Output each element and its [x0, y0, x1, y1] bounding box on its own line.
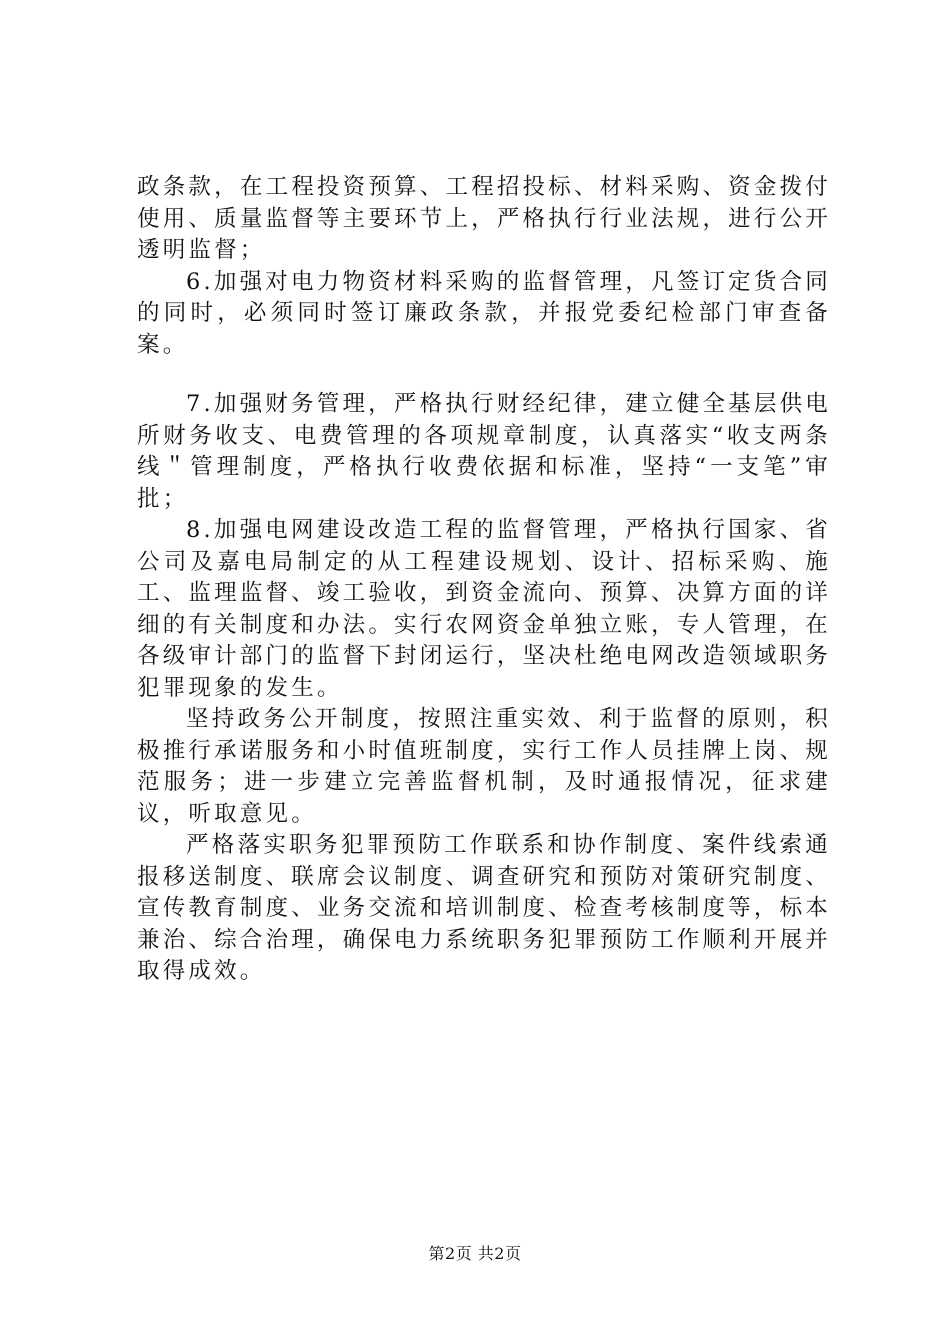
- document-body: [137, 172, 831, 988]
- paragraph-item-7: 7.加强财务管理，严格执行财经纪律，建立健全基层供电所财务收支、电费管理的各项规章制度，认真落实“收支两条线＂管理制度，严格执行收费依据和标准，坚持“一支笔”审批；: [137, 391, 831, 512]
- paragraph-item-8: 8.加强电网建设改造工程的监督管理，严格执行国家、省公司及嘉电局制定的从工程建设规划、设计、招标采购、施工、监理监督、竣工验收，到资金流向、预算、决算方面的详细的有关制度和办法。实行农网资金单独立账，专人管理，在各级审计部门的监督下封闭运行，坚决杜绝电网改造领域职务犯罪现象的发生。: [137, 517, 831, 701]
- paragraph-continuation: 政条款，在工程投资预算、工程招投标、材料采购、资金拨付使用、质量监督等主要环节上，严格执行行业法规，进行公开透明监督；: [137, 174, 831, 263]
- paragraph-crime-prevention: 严格落实职务犯罪预防工作联系和协作制度、案件线索通报移送制度、联席会议制度、调查研究和预防对策研究制度、宣传教育制度、业务交流和培训制度、检查考核制度等，标本兼治、综合治理，确保电力系统职务犯罪预防工作顺利开展并取得成效。: [137, 832, 831, 984]
- paragraph-item-6: 6.加强对电力物资材料采购的监督管理，凡签订定货合同的同时，必须同时签订廉政条款，并报党委纪检部门审查备案。: [137, 268, 831, 358]
- page-number-footer: 第2页 共2页: [428, 1244, 522, 1263]
- paragraph-open-government: 坚持政务公开制度，按照注重实效、利于监督的原则，积极推行承诺服务和小时值班制度，实行工作人员挂牌上岗、规范服务；进一步建立完善监督机制，及时通报情况，征求建议，听取意见。: [137, 706, 831, 827]
